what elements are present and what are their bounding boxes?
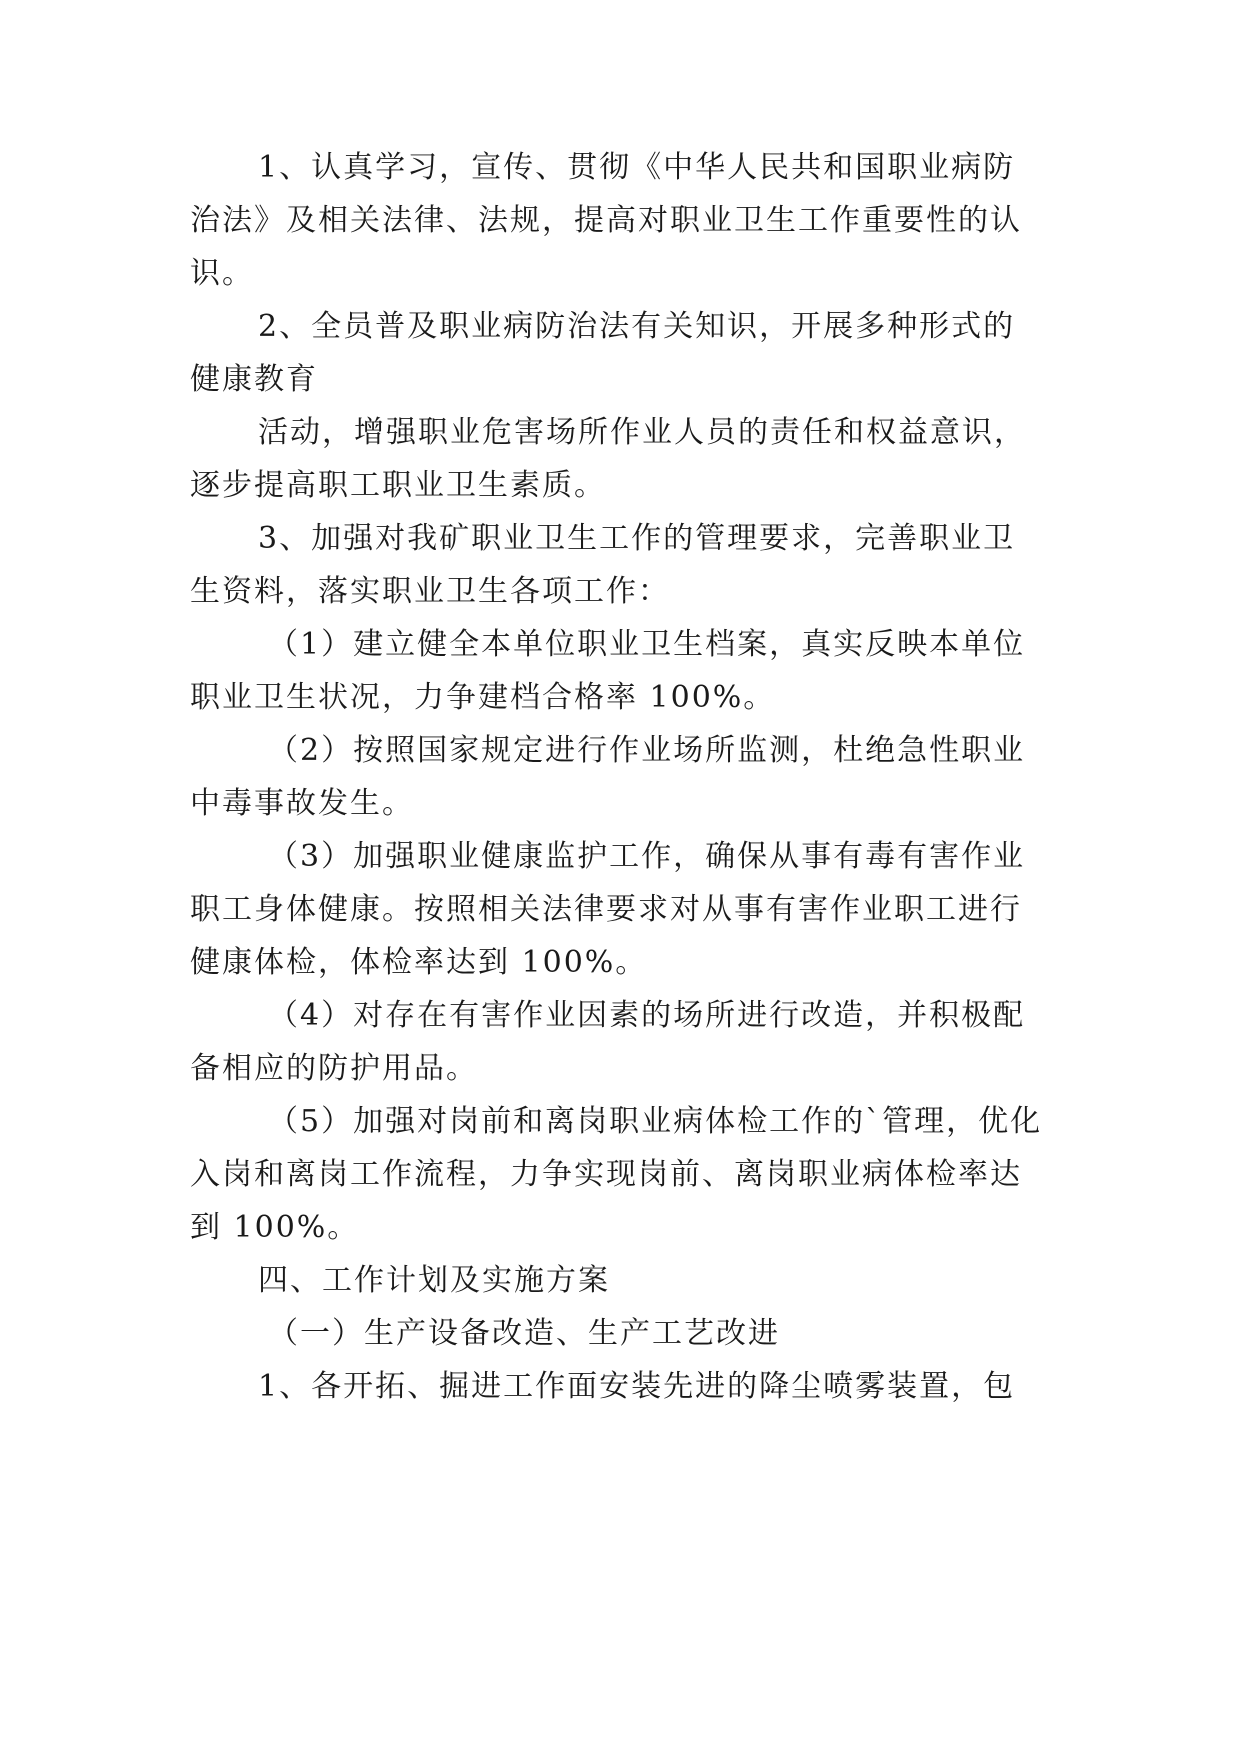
text-line: 职业卫生状况，力争建档合格率 100%。 xyxy=(190,680,776,715)
text-line: 健康教育 xyxy=(190,362,318,397)
text-line: 中毒事故发生。 xyxy=(190,786,414,821)
text-line: 识。 xyxy=(190,256,254,291)
text-line: （3）加强职业健康监护工作，确保从事有毒有害作业 xyxy=(268,839,1026,874)
text-line: 生资料，落实职业卫生各项工作： xyxy=(190,574,670,609)
text-line: （2）按照国家规定进行作业场所监测，杜绝急性职业 xyxy=(268,733,1026,768)
text-line: 入岗和离岗工作流程，力争实现岗前、离岗职业病体检率达 xyxy=(190,1157,1022,1192)
text-line: 治法》及相关法律、法规，提高对职业卫生工作重要性的认 xyxy=(190,203,1022,238)
text-line: 1、认真学习，宣传、贯彻《中华人民共和国职业病防 xyxy=(258,150,1016,185)
text-line: 3、加强对我矿职业卫生工作的管理要求，完善职业卫 xyxy=(258,521,1016,556)
text-line: （1）建立健全本单位职业卫生档案，真实反映本单位 xyxy=(268,627,1026,662)
text-line: 2、全员普及职业病防治法有关知识，开展多种形式的 xyxy=(258,309,1016,344)
section-heading: 四、工作计划及实施方案 xyxy=(258,1263,610,1298)
text-line: 1、各开拓、掘进工作面安装先进的降尘喷雾装置，包 xyxy=(258,1369,1016,1404)
text-line: （4）对存在有害作业因素的场所进行改造，并积极配 xyxy=(268,998,1026,1033)
text-line: 到 100%。 xyxy=(190,1210,360,1245)
text-line: 健康体检，体检率达到 100%。 xyxy=(190,945,648,980)
text-line: （5）加强对岗前和离岗职业病体检工作的`管理，优化 xyxy=(268,1104,1043,1139)
subsection-heading: （一）生产设备改造、生产工艺改进 xyxy=(268,1316,780,1351)
text-line: 备相应的防护用品。 xyxy=(190,1051,478,1086)
text-line: 逐步提高职工职业卫生素质。 xyxy=(190,468,606,503)
text-line: 活动，增强职业危害场所作业人员的责任和权益意识， xyxy=(258,415,1026,450)
text-line: 职工身体健康。按照相关法律要求对从事有害作业职工进行 xyxy=(190,892,1022,927)
